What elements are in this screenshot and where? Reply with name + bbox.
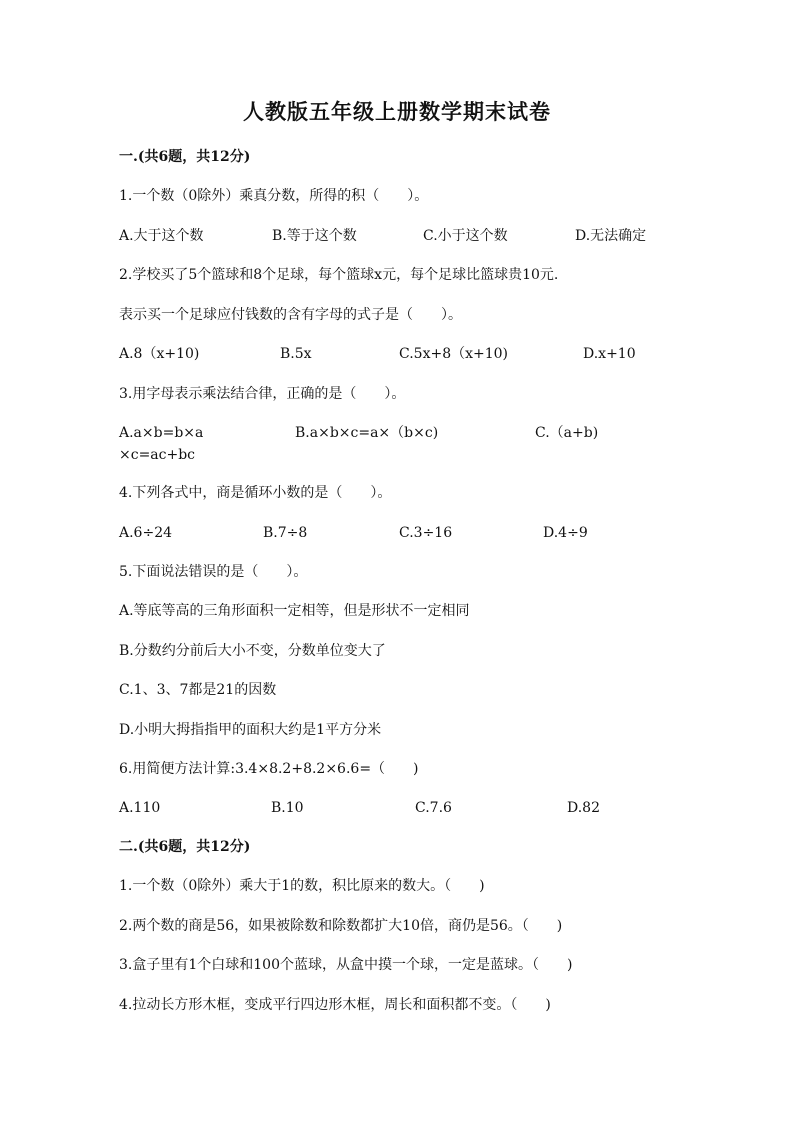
question-stem: 4.下列各式中，商是循环小数的是（ ）。 — [119, 485, 392, 501]
question-stem: 5.下面说法错误的是（ ）。 — [119, 564, 308, 580]
option-b: B.10 — [271, 800, 304, 816]
option-b: B.等于这个数 — [272, 228, 357, 244]
question-stem: 6.用简便方法计算:3.4×8.2+8.2×6.6=（ ) — [119, 761, 419, 777]
option-b: B.a×b×c=a×（b×c) — [295, 425, 439, 441]
option-a: A.110 — [119, 800, 161, 816]
question-stem: 1.一个数（0除外）乘真分数，所得的积（ ）。 — [119, 188, 429, 204]
question-stem: 4.拉动长方形木框，变成平行四边形木框，周长和面积都不变。（ ) — [119, 997, 551, 1013]
option-c: C.1、3、7都是21的因数 — [119, 682, 277, 698]
question-stem: 2.两个数的商是56，如果被除数和除数都扩大10倍，商仍是56。（ ) — [119, 918, 563, 934]
section-heading: 一.(共6题，共12分) — [119, 149, 251, 165]
option-a: A.6÷24 — [119, 525, 173, 541]
option-d: D.小明大拇指指甲的面积大约是1平方分米 — [119, 722, 382, 738]
option-a: A.8（x+10) — [119, 346, 200, 362]
option-c: C.5x+8（x+10) — [399, 346, 509, 362]
option-c: C.7.6 — [415, 800, 452, 816]
option-a: A.a×b=b×a — [119, 425, 204, 441]
question-stem-continued: 表示买一个足球应付钱数的含有字母的式子是（ ）。 — [119, 307, 462, 323]
section-heading: 二.(共6题，共12分) — [119, 839, 251, 855]
option-c: C.3÷16 — [399, 525, 453, 541]
option-d: D.82 — [567, 800, 600, 816]
option-d: D.无法确定 — [575, 228, 647, 244]
option-d: D.4÷9 — [543, 525, 588, 541]
question-stem: 2.学校买了5个篮球和8个足球，每个篮球x元，每个足球比篮球贵10元. — [119, 267, 559, 283]
question-stem: 1.一个数（0除外）乘大于1的数，积比原来的数大。（ ) — [119, 878, 485, 894]
option-d: D.x+10 — [583, 346, 636, 362]
option-a: A.大于这个数 — [119, 228, 204, 244]
option-c: C.小于这个数 — [423, 228, 508, 244]
option-b: B.分数约分前后大小不变，分数单位变大了 — [119, 643, 386, 659]
question-stem: 3.用字母表示乘法结合律，正确的是（ ）。 — [119, 386, 406, 402]
option-c-continued: ×c=ac+bc — [119, 447, 196, 463]
option-b: B.5x — [280, 346, 312, 362]
exam-title: 人教版五年级上册数学期末试卷 — [243, 99, 551, 124]
option-a: A.等底等高的三角形面积一定相等，但是形状不一定相同 — [119, 603, 470, 619]
question-stem: 3.盒子里有1个白球和100个蓝球，从盒中摸一个球，一定是蓝球。（ ) — [119, 957, 573, 973]
option-c: C.（a+b) — [535, 425, 599, 441]
option-b: B.7÷8 — [263, 525, 308, 541]
